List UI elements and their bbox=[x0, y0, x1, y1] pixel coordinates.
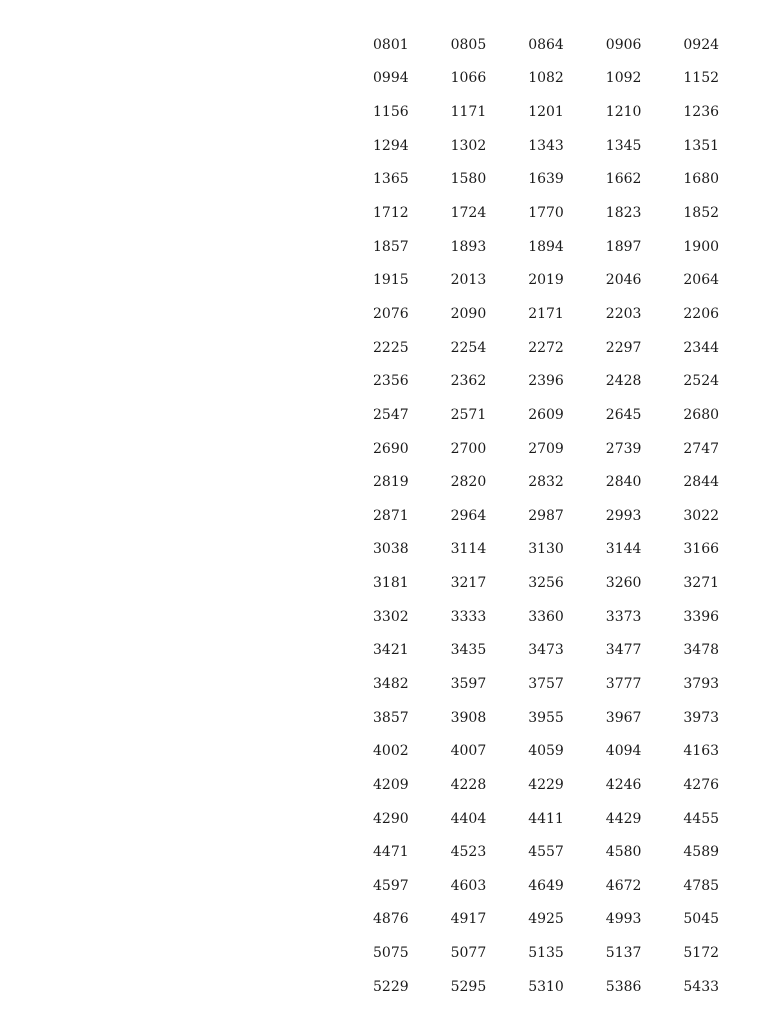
number-cell: 4589 bbox=[683, 844, 720, 861]
number-cell: 2820 bbox=[450, 474, 487, 491]
number-cell: 0994 bbox=[373, 70, 409, 87]
number-cell: 5229 bbox=[373, 978, 409, 995]
number-cell: 5045 bbox=[683, 911, 720, 928]
table-row bbox=[373, 634, 723, 668]
number-cell: 0864 bbox=[528, 36, 564, 53]
table-row bbox=[373, 28, 723, 62]
number-cell: 3757 bbox=[528, 675, 564, 692]
number-cell: 4276 bbox=[683, 776, 720, 793]
number-cell: 2819 bbox=[373, 474, 409, 491]
number-cell: 3373 bbox=[605, 608, 642, 625]
number-cell: 1343 bbox=[528, 137, 564, 154]
table-row bbox=[373, 129, 723, 163]
table-row bbox=[373, 62, 723, 96]
number-cell: 1724 bbox=[450, 205, 487, 222]
number-cell: 4002 bbox=[373, 743, 409, 760]
number-cell: 2832 bbox=[528, 474, 564, 491]
table-row bbox=[373, 802, 723, 836]
number-cell: 4925 bbox=[528, 911, 564, 928]
number-cell: 3256 bbox=[528, 575, 564, 592]
number-cell: 2362 bbox=[450, 373, 487, 390]
number-cell: 2840 bbox=[605, 474, 642, 491]
number-cell: 4246 bbox=[605, 776, 642, 793]
number-cell: 4411 bbox=[528, 810, 564, 827]
number-cell: 5386 bbox=[605, 978, 642, 995]
number-cell: 1852 bbox=[683, 205, 720, 222]
number-cell: 3038 bbox=[373, 541, 409, 558]
number-cell: 1580 bbox=[450, 171, 487, 188]
number-cell: 5172 bbox=[683, 945, 720, 962]
number-table bbox=[373, 28, 723, 1004]
number-cell: 2844 bbox=[683, 474, 720, 491]
table-row bbox=[373, 499, 723, 533]
number-cell: 4007 bbox=[450, 743, 487, 760]
table-row bbox=[373, 465, 723, 499]
number-cell: 2680 bbox=[683, 406, 720, 423]
number-cell: 4649 bbox=[528, 877, 564, 894]
number-cell: 3777 bbox=[605, 675, 642, 692]
number-cell: 2739 bbox=[605, 440, 642, 457]
number-cell: 4455 bbox=[683, 810, 720, 827]
number-cell: 4672 bbox=[605, 877, 642, 894]
number-cell: 3333 bbox=[450, 608, 487, 625]
number-cell: 2547 bbox=[373, 406, 409, 423]
number-cell: 2090 bbox=[450, 305, 487, 322]
number-cell: 1823 bbox=[605, 205, 642, 222]
number-cell: 2987 bbox=[528, 507, 564, 524]
number-cell: 4094 bbox=[605, 743, 642, 760]
number-cell: 2225 bbox=[373, 339, 409, 356]
number-cell: 3473 bbox=[528, 642, 564, 659]
number-cell: 1662 bbox=[605, 171, 642, 188]
number-cell: 3260 bbox=[605, 575, 642, 592]
number-cell: 2019 bbox=[528, 272, 564, 289]
number-cell: 1915 bbox=[373, 272, 409, 289]
number-cell: 4290 bbox=[373, 810, 409, 827]
number-cell: 2356 bbox=[373, 373, 409, 390]
number-cell: 3908 bbox=[450, 709, 487, 726]
number-cell: 1345 bbox=[605, 137, 642, 154]
number-cell: 4209 bbox=[373, 776, 409, 793]
number-cell: 3396 bbox=[683, 608, 720, 625]
number-cell: 2171 bbox=[528, 305, 564, 322]
number-cell: 3967 bbox=[605, 709, 642, 726]
number-cell: 4876 bbox=[373, 911, 409, 928]
number-cell: 1082 bbox=[528, 70, 564, 87]
number-cell: 5135 bbox=[528, 945, 564, 962]
number-cell: 4523 bbox=[450, 844, 487, 861]
table-row bbox=[373, 903, 723, 937]
number-cell: 3181 bbox=[373, 575, 409, 592]
number-cell: 2709 bbox=[528, 440, 564, 457]
table-row bbox=[373, 734, 723, 768]
number-cell: 2344 bbox=[683, 339, 720, 356]
number-cell: 4229 bbox=[528, 776, 564, 793]
number-cell: 3166 bbox=[683, 541, 720, 558]
number-cell: 0924 bbox=[683, 36, 720, 53]
table-row bbox=[373, 869, 723, 903]
table-row bbox=[373, 163, 723, 197]
number-cell: 1201 bbox=[528, 104, 564, 121]
number-cell: 1351 bbox=[683, 137, 720, 154]
table-row bbox=[373, 701, 723, 735]
number-cell: 1236 bbox=[683, 104, 720, 121]
number-cell: 1171 bbox=[450, 104, 487, 121]
number-cell: 2993 bbox=[605, 507, 642, 524]
table-row bbox=[373, 970, 723, 1004]
table-row bbox=[373, 600, 723, 634]
number-cell: 1857 bbox=[373, 238, 409, 255]
number-cell: 1770 bbox=[528, 205, 564, 222]
number-cell: 3973 bbox=[683, 709, 720, 726]
number-cell: 2206 bbox=[683, 305, 720, 322]
number-cell: 0805 bbox=[450, 36, 487, 53]
number-cell: 4580 bbox=[605, 844, 642, 861]
table-row bbox=[373, 95, 723, 129]
number-cell: 5077 bbox=[450, 945, 487, 962]
number-cell: 3421 bbox=[373, 642, 409, 659]
table-row bbox=[373, 364, 723, 398]
number-cell: 1302 bbox=[450, 137, 487, 154]
number-cell: 4557 bbox=[528, 844, 564, 861]
number-cell: 2645 bbox=[605, 406, 642, 423]
number-cell: 1365 bbox=[373, 171, 409, 188]
number-cell: 2064 bbox=[683, 272, 720, 289]
number-cell: 2700 bbox=[450, 440, 487, 457]
number-cell: 2272 bbox=[528, 339, 564, 356]
number-cell: 1156 bbox=[373, 104, 409, 121]
number-cell: 3857 bbox=[373, 709, 409, 726]
number-cell: 1680 bbox=[683, 171, 720, 188]
table-row bbox=[373, 566, 723, 600]
number-cell: 5433 bbox=[683, 978, 720, 995]
number-cell: 2428 bbox=[605, 373, 642, 390]
table-row bbox=[373, 331, 723, 365]
number-cell: 4404 bbox=[450, 810, 487, 827]
number-cell: 2046 bbox=[605, 272, 642, 289]
number-cell: 3217 bbox=[450, 575, 487, 592]
number-cell: 1893 bbox=[450, 238, 487, 255]
table-row bbox=[373, 398, 723, 432]
number-cell: 4917 bbox=[450, 911, 487, 928]
table-row bbox=[373, 297, 723, 331]
table-row bbox=[373, 230, 723, 264]
number-cell: 2203 bbox=[605, 305, 642, 322]
number-cell: 2964 bbox=[450, 507, 487, 524]
number-cell: 4429 bbox=[605, 810, 642, 827]
number-cell: 3130 bbox=[528, 541, 564, 558]
number-cell: 1712 bbox=[373, 205, 409, 222]
number-cell: 3597 bbox=[450, 675, 487, 692]
number-cell: 5137 bbox=[605, 945, 642, 962]
number-cell: 4603 bbox=[450, 877, 487, 894]
number-cell: 3955 bbox=[528, 709, 564, 726]
number-cell: 4059 bbox=[528, 743, 564, 760]
number-cell: 3022 bbox=[683, 507, 720, 524]
number-cell: 3144 bbox=[605, 541, 642, 558]
number-cell: 3435 bbox=[450, 642, 487, 659]
number-cell: 1210 bbox=[605, 104, 642, 121]
number-cell: 3114 bbox=[450, 541, 487, 558]
number-cell: 1900 bbox=[683, 238, 720, 255]
number-cell: 2076 bbox=[373, 305, 409, 322]
number-cell: 2297 bbox=[605, 339, 642, 356]
table-row bbox=[373, 936, 723, 970]
number-cell: 1894 bbox=[528, 238, 564, 255]
number-cell: 3271 bbox=[683, 575, 720, 592]
number-cell: 1897 bbox=[605, 238, 642, 255]
number-cell: 0801 bbox=[373, 36, 409, 53]
number-cell: 3482 bbox=[373, 675, 409, 692]
number-cell: 4471 bbox=[373, 844, 409, 861]
number-cell: 2690 bbox=[373, 440, 409, 457]
number-cell: 2396 bbox=[528, 373, 564, 390]
number-cell: 2254 bbox=[450, 339, 487, 356]
number-cell: 2871 bbox=[373, 507, 409, 524]
number-cell: 4993 bbox=[605, 911, 642, 928]
number-cell: 1294 bbox=[373, 137, 409, 154]
number-cell: 1066 bbox=[450, 70, 487, 87]
table-row bbox=[373, 196, 723, 230]
table-row bbox=[373, 835, 723, 869]
number-table-body bbox=[373, 28, 723, 1004]
number-cell: 3478 bbox=[683, 642, 720, 659]
number-cell: 3360 bbox=[528, 608, 564, 625]
number-cell: 1092 bbox=[605, 70, 642, 87]
table-row bbox=[373, 263, 723, 297]
table-row bbox=[373, 768, 723, 802]
number-cell: 5295 bbox=[450, 978, 487, 995]
number-cell: 1152 bbox=[683, 70, 720, 87]
number-cell: 2571 bbox=[450, 406, 487, 423]
number-cell: 0906 bbox=[605, 36, 642, 53]
number-cell: 4785 bbox=[683, 877, 720, 894]
table-row bbox=[373, 432, 723, 466]
number-cell: 1639 bbox=[528, 171, 564, 188]
table-row bbox=[373, 667, 723, 701]
number-cell: 3793 bbox=[683, 675, 720, 692]
number-cell: 2609 bbox=[528, 406, 564, 423]
number-cell: 2524 bbox=[683, 373, 720, 390]
number-cell: 4228 bbox=[450, 776, 487, 793]
number-cell: 3477 bbox=[605, 642, 642, 659]
table-row bbox=[373, 533, 723, 567]
number-cell: 2747 bbox=[683, 440, 720, 457]
number-cell: 3302 bbox=[373, 608, 409, 625]
number-cell: 5310 bbox=[528, 978, 564, 995]
number-cell: 5075 bbox=[373, 945, 409, 962]
number-cell: 4163 bbox=[683, 743, 720, 760]
number-cell: 4597 bbox=[373, 877, 409, 894]
number-cell: 2013 bbox=[450, 272, 487, 289]
